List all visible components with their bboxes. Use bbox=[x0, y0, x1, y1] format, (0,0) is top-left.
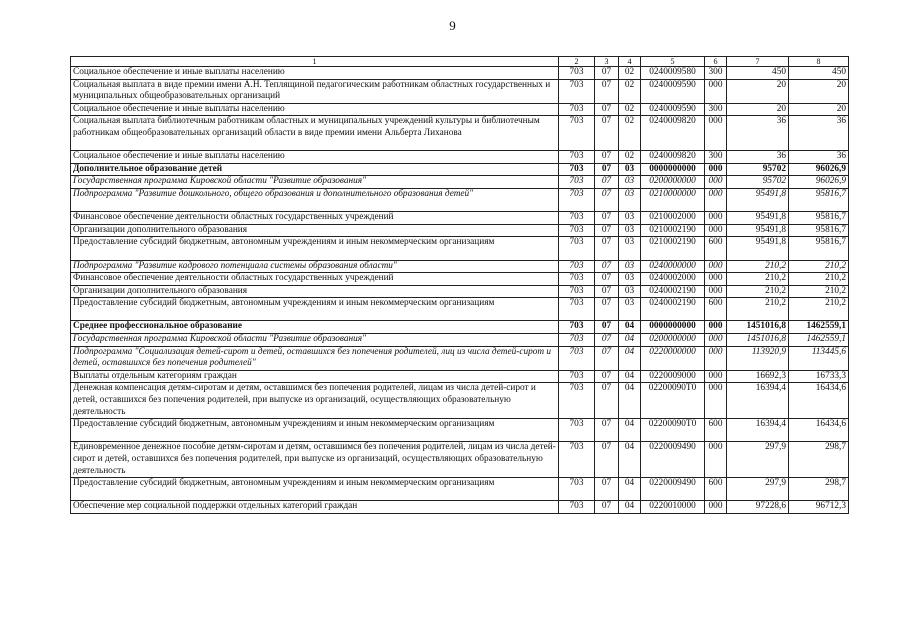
row-name: Дополнительное образование детей bbox=[71, 163, 559, 176]
code-subsection: 03 bbox=[619, 237, 641, 260]
amount-year-1: 95491,8 bbox=[727, 188, 789, 211]
code-section: 07 bbox=[595, 260, 619, 273]
amount-year-2: 36 bbox=[789, 151, 849, 164]
code-section: 07 bbox=[595, 151, 619, 164]
code-expense-type: 000 bbox=[705, 163, 727, 176]
code-section: 07 bbox=[595, 442, 619, 478]
row-name: Подпрограмма "Развитие дошкольного, общего образования и дополнительного образования детей" bbox=[71, 188, 559, 211]
code-ministry: 703 bbox=[559, 67, 595, 80]
amount-year-1: 16394,4 bbox=[727, 383, 789, 419]
row-name: Социальное обеспечение и иные выплаты населению bbox=[71, 67, 559, 80]
code-section: 07 bbox=[595, 212, 619, 225]
code-expense-type: 000 bbox=[705, 285, 727, 298]
amount-year-1: 95491,8 bbox=[727, 212, 789, 225]
code-target-article: 0240002190 bbox=[641, 285, 705, 298]
code-ministry: 703 bbox=[559, 419, 595, 442]
code-subsection: 03 bbox=[619, 224, 641, 237]
row-name: Организации дополнительного образования bbox=[71, 224, 559, 237]
code-ministry: 703 bbox=[559, 501, 595, 514]
amount-year-2: 96712,3 bbox=[789, 501, 849, 514]
amount-year-1: 36 bbox=[727, 116, 789, 151]
table-row bbox=[71, 224, 849, 237]
code-section: 07 bbox=[595, 370, 619, 383]
code-subsection: 02 bbox=[619, 116, 641, 151]
amount-year-2: 298,7 bbox=[789, 478, 849, 501]
code-ministry: 703 bbox=[559, 370, 595, 383]
code-subsection: 04 bbox=[619, 383, 641, 419]
amount-year-2: 20 bbox=[789, 79, 849, 103]
table-row bbox=[71, 79, 849, 103]
column-number-row bbox=[71, 57, 849, 67]
code-expense-type: 000 bbox=[705, 79, 727, 103]
amount-year-2: 96026,9 bbox=[789, 163, 849, 176]
code-ministry: 703 bbox=[559, 260, 595, 273]
code-target-article: 0210002190 bbox=[641, 224, 705, 237]
amount-year-2: 95816,7 bbox=[789, 188, 849, 211]
code-expense-type: 600 bbox=[705, 298, 727, 321]
code-expense-type: 300 bbox=[705, 103, 727, 116]
code-expense-type: 300 bbox=[705, 67, 727, 80]
table-row bbox=[71, 346, 849, 370]
code-section: 07 bbox=[595, 346, 619, 370]
row-name: Обеспечение мер социальной поддержки отдельных категорий граждан bbox=[71, 501, 559, 514]
amount-year-2: 210,2 bbox=[789, 298, 849, 321]
code-target-article: 0240002000 bbox=[641, 273, 705, 286]
code-ministry: 703 bbox=[559, 298, 595, 321]
amount-year-2: 113445,6 bbox=[789, 346, 849, 370]
column-number: 1 bbox=[71, 57, 559, 67]
code-section: 07 bbox=[595, 176, 619, 189]
code-expense-type: 300 bbox=[705, 151, 727, 164]
column-number: 4 bbox=[619, 57, 641, 67]
table-row bbox=[71, 151, 849, 164]
code-expense-type: 000 bbox=[705, 260, 727, 273]
code-ministry: 703 bbox=[559, 273, 595, 286]
amount-year-1: 113920,9 bbox=[727, 346, 789, 370]
table-row bbox=[71, 273, 849, 286]
amount-year-1: 95491,8 bbox=[727, 237, 789, 260]
code-subsection: 03 bbox=[619, 285, 641, 298]
code-subsection: 04 bbox=[619, 478, 641, 501]
code-target-article: 0240000000 bbox=[641, 260, 705, 273]
table-row bbox=[71, 334, 849, 347]
code-target-article: 0210000000 bbox=[641, 188, 705, 211]
table-row bbox=[71, 237, 849, 260]
table-row bbox=[71, 163, 849, 176]
row-name: Социальная выплата библиотечным работникам областных и муниципальных учреждений культуры и библиотечным работникам общеобразовательных организаций области в виде премии имени Альберта Лиханова bbox=[71, 116, 559, 151]
amount-year-2: 16434,6 bbox=[789, 383, 849, 419]
code-expense-type: 000 bbox=[705, 176, 727, 189]
code-expense-type: 000 bbox=[705, 321, 727, 334]
row-name: Финансовое обеспечение деятельности областных государственных учреждений bbox=[71, 212, 559, 225]
amount-year-2: 16434,6 bbox=[789, 419, 849, 442]
code-ministry: 703 bbox=[559, 176, 595, 189]
amount-year-2: 450 bbox=[789, 67, 849, 80]
column-number: 3 bbox=[595, 57, 619, 67]
table-row bbox=[71, 260, 849, 273]
code-subsection: 03 bbox=[619, 212, 641, 225]
code-subsection: 02 bbox=[619, 103, 641, 116]
code-target-article: 0240009580 bbox=[641, 67, 705, 80]
code-subsection: 04 bbox=[619, 370, 641, 383]
table-body bbox=[71, 67, 849, 514]
amount-year-1: 95702 bbox=[727, 163, 789, 176]
code-section: 07 bbox=[595, 116, 619, 151]
code-target-article: 0220009490 bbox=[641, 478, 705, 501]
code-target-article: 0000000000 bbox=[641, 163, 705, 176]
code-ministry: 703 bbox=[559, 237, 595, 260]
code-section: 07 bbox=[595, 224, 619, 237]
code-subsection: 04 bbox=[619, 321, 641, 334]
amount-year-1: 16394,4 bbox=[727, 419, 789, 442]
amount-year-1: 1451016,8 bbox=[727, 321, 789, 334]
code-expense-type: 000 bbox=[705, 383, 727, 419]
amount-year-1: 16692,3 bbox=[727, 370, 789, 383]
code-ministry: 703 bbox=[559, 334, 595, 347]
code-subsection: 04 bbox=[619, 346, 641, 370]
table-row bbox=[71, 212, 849, 225]
column-number: 6 bbox=[705, 57, 727, 67]
table-row bbox=[71, 285, 849, 298]
code-section: 07 bbox=[595, 67, 619, 80]
code-subsection: 03 bbox=[619, 176, 641, 189]
code-ministry: 703 bbox=[559, 346, 595, 370]
amount-year-1: 210,2 bbox=[727, 298, 789, 321]
amount-year-1: 210,2 bbox=[727, 260, 789, 273]
code-ministry: 703 bbox=[559, 188, 595, 211]
code-section: 07 bbox=[595, 79, 619, 103]
table-row bbox=[71, 188, 849, 211]
table-row bbox=[71, 501, 849, 514]
code-ministry: 703 bbox=[559, 285, 595, 298]
code-subsection: 03 bbox=[619, 188, 641, 211]
table-row bbox=[71, 321, 849, 334]
code-subsection: 03 bbox=[619, 260, 641, 273]
code-target-article: 0210002190 bbox=[641, 237, 705, 260]
table-row bbox=[71, 478, 849, 501]
code-section: 07 bbox=[595, 383, 619, 419]
code-expense-type: 000 bbox=[705, 442, 727, 478]
code-section: 07 bbox=[595, 298, 619, 321]
code-expense-type: 000 bbox=[705, 370, 727, 383]
table-row bbox=[71, 116, 849, 151]
amount-year-1: 210,2 bbox=[727, 285, 789, 298]
code-section: 07 bbox=[595, 501, 619, 514]
code-target-article: 0220010000 bbox=[641, 501, 705, 514]
amount-year-2: 210,2 bbox=[789, 273, 849, 286]
table-row bbox=[71, 370, 849, 383]
row-name: Организации дополнительного образования bbox=[71, 285, 559, 298]
code-section: 07 bbox=[595, 334, 619, 347]
code-subsection: 04 bbox=[619, 501, 641, 514]
table-row bbox=[71, 103, 849, 116]
amount-year-2: 96026,9 bbox=[789, 176, 849, 189]
row-name: Социальное обеспечение и иные выплаты населению bbox=[71, 103, 559, 116]
code-expense-type: 600 bbox=[705, 419, 727, 442]
code-target-article: 0240009590 bbox=[641, 79, 705, 103]
code-subsection: 04 bbox=[619, 442, 641, 478]
code-ministry: 703 bbox=[559, 163, 595, 176]
code-target-article: 0210002000 bbox=[641, 212, 705, 225]
row-name: Предоставление субсидий бюджетным, автономным учреждениям и иным некоммерческим организациям bbox=[71, 478, 559, 501]
column-number: 5 bbox=[641, 57, 705, 67]
code-section: 07 bbox=[595, 321, 619, 334]
code-target-article: 0200000000 bbox=[641, 176, 705, 189]
code-target-article: 0200000000 bbox=[641, 334, 705, 347]
code-ministry: 703 bbox=[559, 103, 595, 116]
code-subsection: 04 bbox=[619, 419, 641, 442]
amount-year-2: 95816,7 bbox=[789, 212, 849, 225]
row-name: Социальная выплата в виде премии имени А.Н. Теплящиной педагогическим работникам областных государственных и муниципальных общеобразовательных организаций bbox=[71, 79, 559, 103]
code-subsection: 02 bbox=[619, 151, 641, 164]
code-expense-type: 600 bbox=[705, 237, 727, 260]
amount-year-1: 297,9 bbox=[727, 478, 789, 501]
code-section: 07 bbox=[595, 237, 619, 260]
code-expense-type: 000 bbox=[705, 334, 727, 347]
code-target-article: 0240009820 bbox=[641, 151, 705, 164]
row-name: Социальное обеспечение и иные выплаты населению bbox=[71, 151, 559, 164]
amount-year-2: 210,2 bbox=[789, 285, 849, 298]
row-name: Предоставление субсидий бюджетным, автономным учреждениям и иным некоммерческим организациям bbox=[71, 419, 559, 442]
row-name: Среднее профессиональное образование bbox=[71, 321, 559, 334]
code-target-article: 02200090Т0 bbox=[641, 383, 705, 419]
code-expense-type: 000 bbox=[705, 212, 727, 225]
amount-year-1: 450 bbox=[727, 67, 789, 80]
code-section: 07 bbox=[595, 419, 619, 442]
table-row bbox=[71, 298, 849, 321]
code-ministry: 703 bbox=[559, 151, 595, 164]
row-name: Предоставление субсидий бюджетным, автономным учреждениям и иным некоммерческим организациям bbox=[71, 298, 559, 321]
code-subsection: 03 bbox=[619, 163, 641, 176]
amount-year-1: 20 bbox=[727, 103, 789, 116]
code-ministry: 703 bbox=[559, 224, 595, 237]
code-expense-type: 000 bbox=[705, 224, 727, 237]
code-target-article: 0220000000 bbox=[641, 346, 705, 370]
code-target-article: 0240009820 bbox=[641, 116, 705, 151]
row-name: Государственная программа Кировской области "Развитие образования" bbox=[71, 176, 559, 189]
amount-year-1: 97228,6 bbox=[727, 501, 789, 514]
code-section: 07 bbox=[595, 273, 619, 286]
code-expense-type: 000 bbox=[705, 188, 727, 211]
code-subsection: 02 bbox=[619, 67, 641, 80]
amount-year-1: 1451016,8 bbox=[727, 334, 789, 347]
code-subsection: 03 bbox=[619, 273, 641, 286]
code-target-article: 0240002190 bbox=[641, 298, 705, 321]
code-ministry: 703 bbox=[559, 442, 595, 478]
code-subsection: 03 bbox=[619, 298, 641, 321]
amount-year-2: 95816,7 bbox=[789, 224, 849, 237]
code-target-article: 0220009490 bbox=[641, 442, 705, 478]
code-expense-type: 000 bbox=[705, 501, 727, 514]
amount-year-2: 298,7 bbox=[789, 442, 849, 478]
row-name: Подпрограмма "Социализация детей-сирот и детей, оставшихся без попечения родителей, лиц из числа детей-сирот и детей, оставшихся без попечения родителей" bbox=[71, 346, 559, 370]
code-section: 07 bbox=[595, 188, 619, 211]
column-number: 2 bbox=[559, 57, 595, 67]
code-target-article: 02200090Т0 bbox=[641, 419, 705, 442]
table-row bbox=[71, 176, 849, 189]
code-ministry: 703 bbox=[559, 478, 595, 501]
amount-year-2: 36 bbox=[789, 116, 849, 151]
page-number: 9 bbox=[449, 18, 456, 33]
budget-table bbox=[70, 56, 849, 514]
code-section: 07 bbox=[595, 285, 619, 298]
amount-year-2: 1462559,1 bbox=[789, 334, 849, 347]
table-row bbox=[71, 67, 849, 80]
code-expense-type: 600 bbox=[705, 478, 727, 501]
amount-year-2: 1462559,1 bbox=[789, 321, 849, 334]
amount-year-2: 210,2 bbox=[789, 260, 849, 273]
column-number: 8 bbox=[789, 57, 849, 67]
row-name: Государственная программа Кировской области "Развитие образования" bbox=[71, 334, 559, 347]
code-expense-type: 000 bbox=[705, 273, 727, 286]
code-ministry: 703 bbox=[559, 79, 595, 103]
row-name: Подпрограмма "Развитие кадрового потенциала системы образования области" bbox=[71, 260, 559, 273]
row-name: Выплаты отдельным категориям граждан bbox=[71, 370, 559, 383]
code-ministry: 703 bbox=[559, 321, 595, 334]
amount-year-2: 20 bbox=[789, 103, 849, 116]
table-row bbox=[71, 419, 849, 442]
code-ministry: 703 bbox=[559, 212, 595, 225]
code-section: 07 bbox=[595, 163, 619, 176]
amount-year-1: 95702 bbox=[727, 176, 789, 189]
code-target-article: 0220009000 bbox=[641, 370, 705, 383]
code-expense-type: 000 bbox=[705, 346, 727, 370]
amount-year-2: 95816,7 bbox=[789, 237, 849, 260]
row-name: Денежная компенсация детям-сиротам и детям, оставшимся без попечения родителей, лицам из числа детей-сирот и детей, оставшихся без попечения родителей, при выпуске из организаций, осуществляющих образовательную деятельность bbox=[71, 383, 559, 419]
amount-year-2: 16733,3 bbox=[789, 370, 849, 383]
table-row bbox=[71, 442, 849, 478]
code-ministry: 703 bbox=[559, 383, 595, 419]
code-target-article: 0240009590 bbox=[641, 103, 705, 116]
table-row bbox=[71, 383, 849, 419]
code-section: 07 bbox=[595, 103, 619, 116]
code-target-article: 0000000000 bbox=[641, 321, 705, 334]
code-expense-type: 000 bbox=[705, 116, 727, 151]
amount-year-1: 36 bbox=[727, 151, 789, 164]
amount-year-1: 20 bbox=[727, 79, 789, 103]
row-name: Предоставление субсидий бюджетным, автономным учреждениям и иным некоммерческим организациям bbox=[71, 237, 559, 260]
amount-year-1: 210,2 bbox=[727, 273, 789, 286]
code-subsection: 02 bbox=[619, 79, 641, 103]
row-name: Финансовое обеспечение деятельности областных государственных учреждений bbox=[71, 273, 559, 286]
code-ministry: 703 bbox=[559, 116, 595, 151]
row-name: Единовременное денежное пособие детям-сиротам и детям, оставшимся без попечения родителей, лицам из числа детей-сирот и детей, оставшихся без попечения родителей, при выпуске из организаций, осуществляющих образовательную деятельность bbox=[71, 442, 559, 478]
code-subsection: 04 bbox=[619, 334, 641, 347]
amount-year-1: 297,9 bbox=[727, 442, 789, 478]
column-number: 7 bbox=[727, 57, 789, 67]
amount-year-1: 95491,8 bbox=[727, 224, 789, 237]
code-section: 07 bbox=[595, 478, 619, 501]
